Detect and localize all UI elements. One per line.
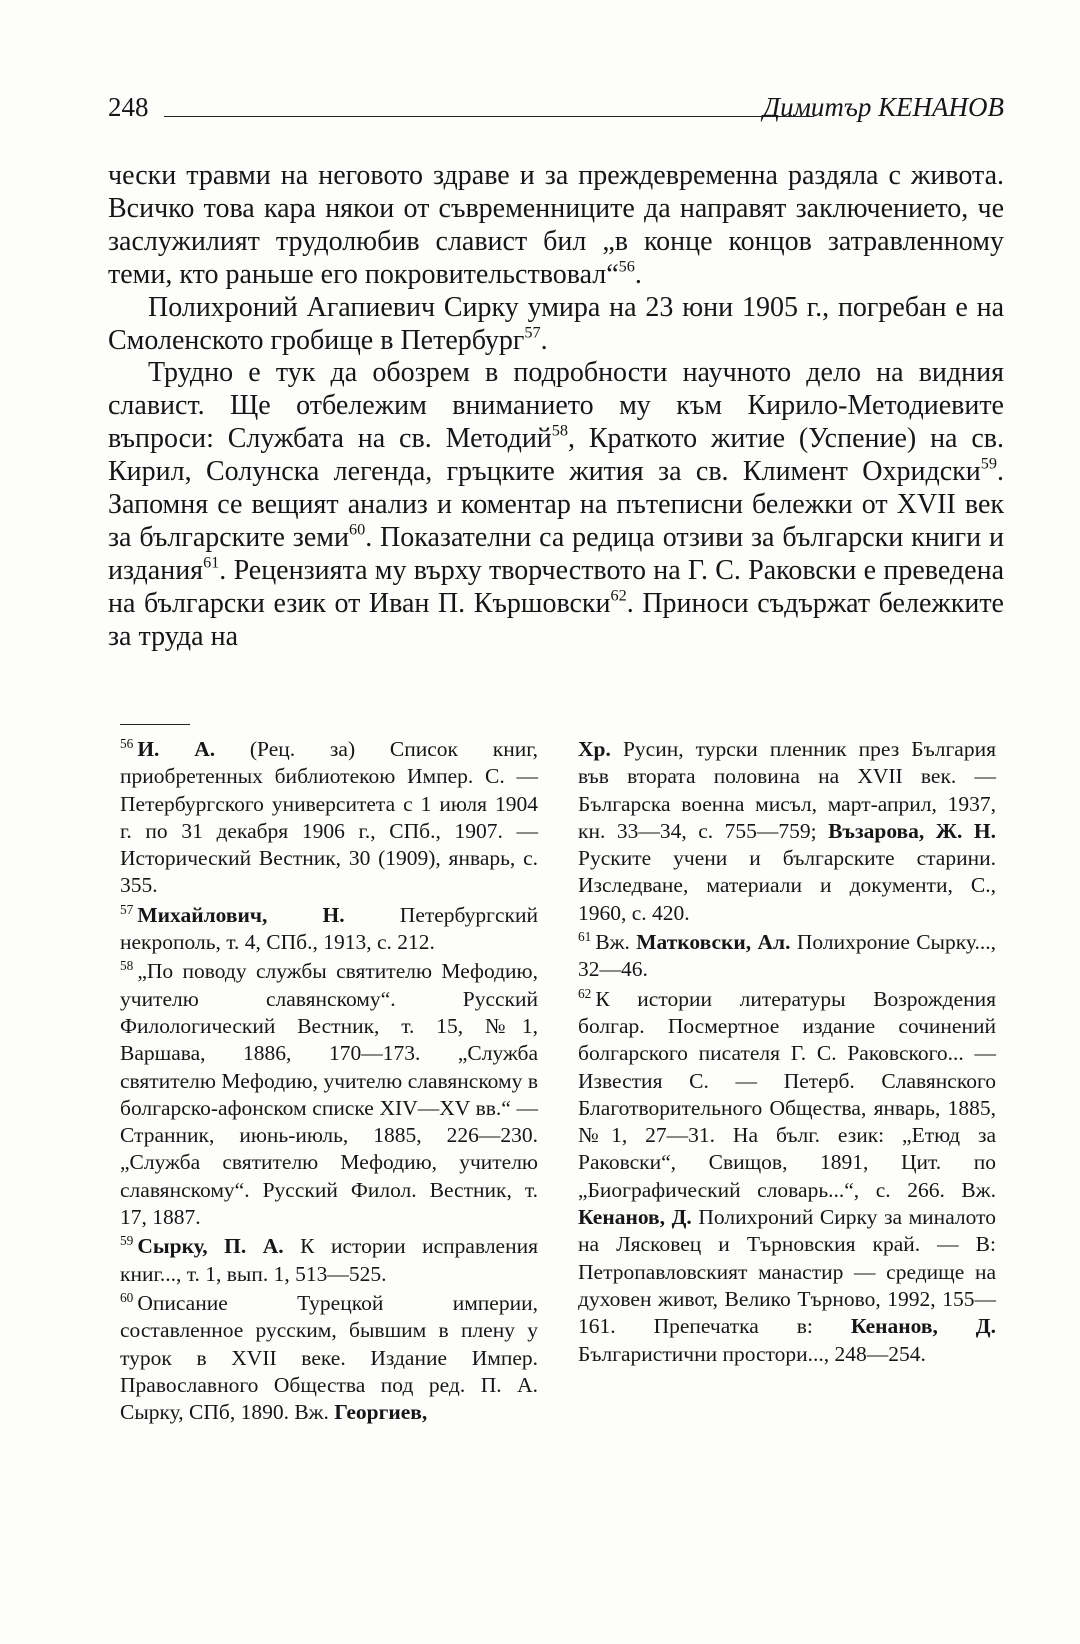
- running-head: Димитър КЕНАНОВ: [762, 92, 1004, 122]
- footnote-56-author: И. А.: [137, 737, 216, 761]
- footnote-ref-57: 57: [524, 323, 541, 342]
- footnote-62-text: К истории литературы Возрождения болгар. Посмертное издание сочинений болгарского писателя Г. С. Раковского... — Известия С. — Петерб. Славянского Благотворительного Общества, январь, 1885, №1, 27—31. На бълг. език: „Етюд за Раковски“, Свищов, 1891, Цит. по „Биографический словарь...“, с. 266. Вж.: [578, 986, 996, 1202]
- footnote-57-number: 57: [120, 901, 134, 917]
- body-text: [108, 160, 1004, 654]
- footnote-58-text: „По поводу службы святителю Мефодию, учителю славянскому“. Русский Филологический Вестник, т. 15, №1, Варшава, 1886, 170—173. „Служба святителю Мефодию, учителю славянскому в болгарско-афонском списке XIV—XV вв.“ — Странник, июнь-июль, 1885, 226—230. „Служба святителю Мефодию, учителю славянскому“. Русский Филол. Вестник, т. 17, 1887.: [120, 959, 538, 1230]
- page-number: 248: [108, 92, 149, 122]
- footnote-61-text: Полихроние Сырку..., 32—46.: [578, 930, 996, 982]
- paragraph-3-part-2: , Краткото житие (Успение) на св. Кирил, Солунска легенда, гръцките жития за св. Климент Охридски: [108, 423, 1004, 488]
- footnote-56: [120, 736, 538, 900]
- footnote-58: [120, 958, 538, 1231]
- footnote-62: [578, 986, 996, 1368]
- footnote-59-author: Сырку, П. А.: [137, 1234, 284, 1259]
- paragraph-3-part-6: . Приноси съдържат бележките за труда на: [108, 587, 1004, 652]
- footnote-56-text: (Рец. за) Список книг, приобретенных библиотекою Импер. С. — Петербургского университета с 1 июля 1904 г. по 31 декабря 1906 г., СПб., 1907. — Исторический Вестник, 30 (1909), январь, с. 355.: [120, 737, 538, 898]
- paragraph-3-part-4: . Показателни са редица отзиви за български книги и издания: [108, 521, 1004, 586]
- footnote-ref-56: 56: [618, 257, 635, 276]
- paragraph-3-part-1: Трудно е тук да обозрем в подробности научното дело на видния славист. Ще отбележим вниманието му към Кирило-Методиевите въпроси: Службата на св. Методий: [108, 357, 1004, 455]
- header-rule: [164, 116, 814, 117]
- footnote-60-author: Георгиев,: [334, 1400, 428, 1425]
- footnote-57-text: Петербургский некрополь, т. 4, СПб., 1913, с. 212.: [120, 902, 538, 955]
- footnote-61-author: Матковски, Ал.: [636, 930, 791, 955]
- paragraph-3-part-3: . Запомня се вещият анализ и коментар на пътеписни бележки от XVII век за българските земи: [108, 456, 1004, 553]
- footnotes-left-column: [120, 736, 538, 1428]
- footnote-ref-60: 60: [348, 520, 366, 539]
- paragraph-1-text: чески травми на неговото здраве и за преждевременна раздяла с живота. Всичко това кара някои от съвременниците да направят заключението, че заслужилият трудолюбив славист бил „в конце концов затравленному теми, кто раньше его покровительствовал“: [108, 160, 1004, 290]
- footnote-59-text: К истории исправления книг..., т. 1, вып. 1, 513—525.: [120, 1234, 539, 1286]
- footnote-ref-58: 58: [551, 421, 569, 440]
- footnote-60-cont-text: Русин, турски пленник през България във втората половина на XVII век. — Българска военна мисъл, март-април, 1937, кн. 33—34, с. 755—759;: [578, 737, 996, 843]
- footnote-ref-62: 62: [610, 586, 627, 605]
- paragraph-2-tail: .: [540, 324, 548, 356]
- footnote-rule: [120, 724, 190, 725]
- footnote-61-number: 61: [578, 929, 592, 945]
- paragraph-1: [108, 160, 1004, 292]
- footnote-62-text-2: Полихроний Сирку за миналото на Лясковец и Търновския край. — В: Петропавловският манастир — средище на духовен живот, Велико Търново, 1992, 155—161. Препечатка в:: [578, 1205, 996, 1339]
- footnote-62-text-3: Българистични простори..., 248—254.: [578, 1341, 926, 1366]
- footnote-57-author: Михайлович, Н.: [137, 902, 345, 927]
- footnote-62-author: Кенанов, Д.: [578, 1205, 692, 1230]
- footnote-60-text: Описание Турецкой империи, составленное русским, бывшим в плену у турок в XVII веке. Издание Импер. Православного Общества под ред. П. А. Сырку, СПб, 1890. Вж.: [120, 1290, 538, 1425]
- footnote-61-prefix: Вж.: [595, 930, 637, 955]
- footnote-ref-59: 59: [980, 454, 997, 473]
- footnote-56-number: 56: [120, 736, 134, 752]
- footnote-57: [120, 902, 538, 957]
- footnote-59: [120, 1233, 538, 1288]
- footnote-60-cont-author: Хр.: [578, 737, 611, 761]
- footnote-60-cont-text-2: Руските учени и българските старини. Изследване, материали и документи, С., 1960, с. 420.: [578, 846, 996, 925]
- paragraph-1-tail: .: [634, 258, 642, 290]
- page-header: [108, 92, 1004, 132]
- paragraph-3-part-5: . Рецензията му върху творчеството на Г. С. Раковски е преведена на български език от Иван П. Кършовски: [108, 554, 1004, 619]
- footnote-62-number: 62: [578, 985, 592, 1001]
- footnote-60: [120, 1290, 538, 1426]
- paragraph-2-text: Полихроний Агапиевич Сирку умира на 23 юни 1905 г., погребан е на Смоленското гробище в Петербург: [108, 291, 1004, 356]
- footnote-62-author-2: Кенанов, Д.: [850, 1314, 996, 1339]
- paragraph-2: [108, 292, 1004, 358]
- footnotes-right-column: [578, 736, 996, 1370]
- footnote-60-cont-author-2: Възарова, Ж. Н.: [828, 818, 996, 843]
- footnote-61: [578, 929, 996, 984]
- footnote-58-number: 58: [120, 958, 134, 974]
- paragraph-3: [108, 357, 1004, 653]
- footnote-ref-61: 61: [203, 553, 220, 572]
- footnote-60-continued: [578, 736, 996, 927]
- footnote-59-number: 59: [120, 1233, 134, 1249]
- footnote-60-number: 60: [120, 1289, 134, 1305]
